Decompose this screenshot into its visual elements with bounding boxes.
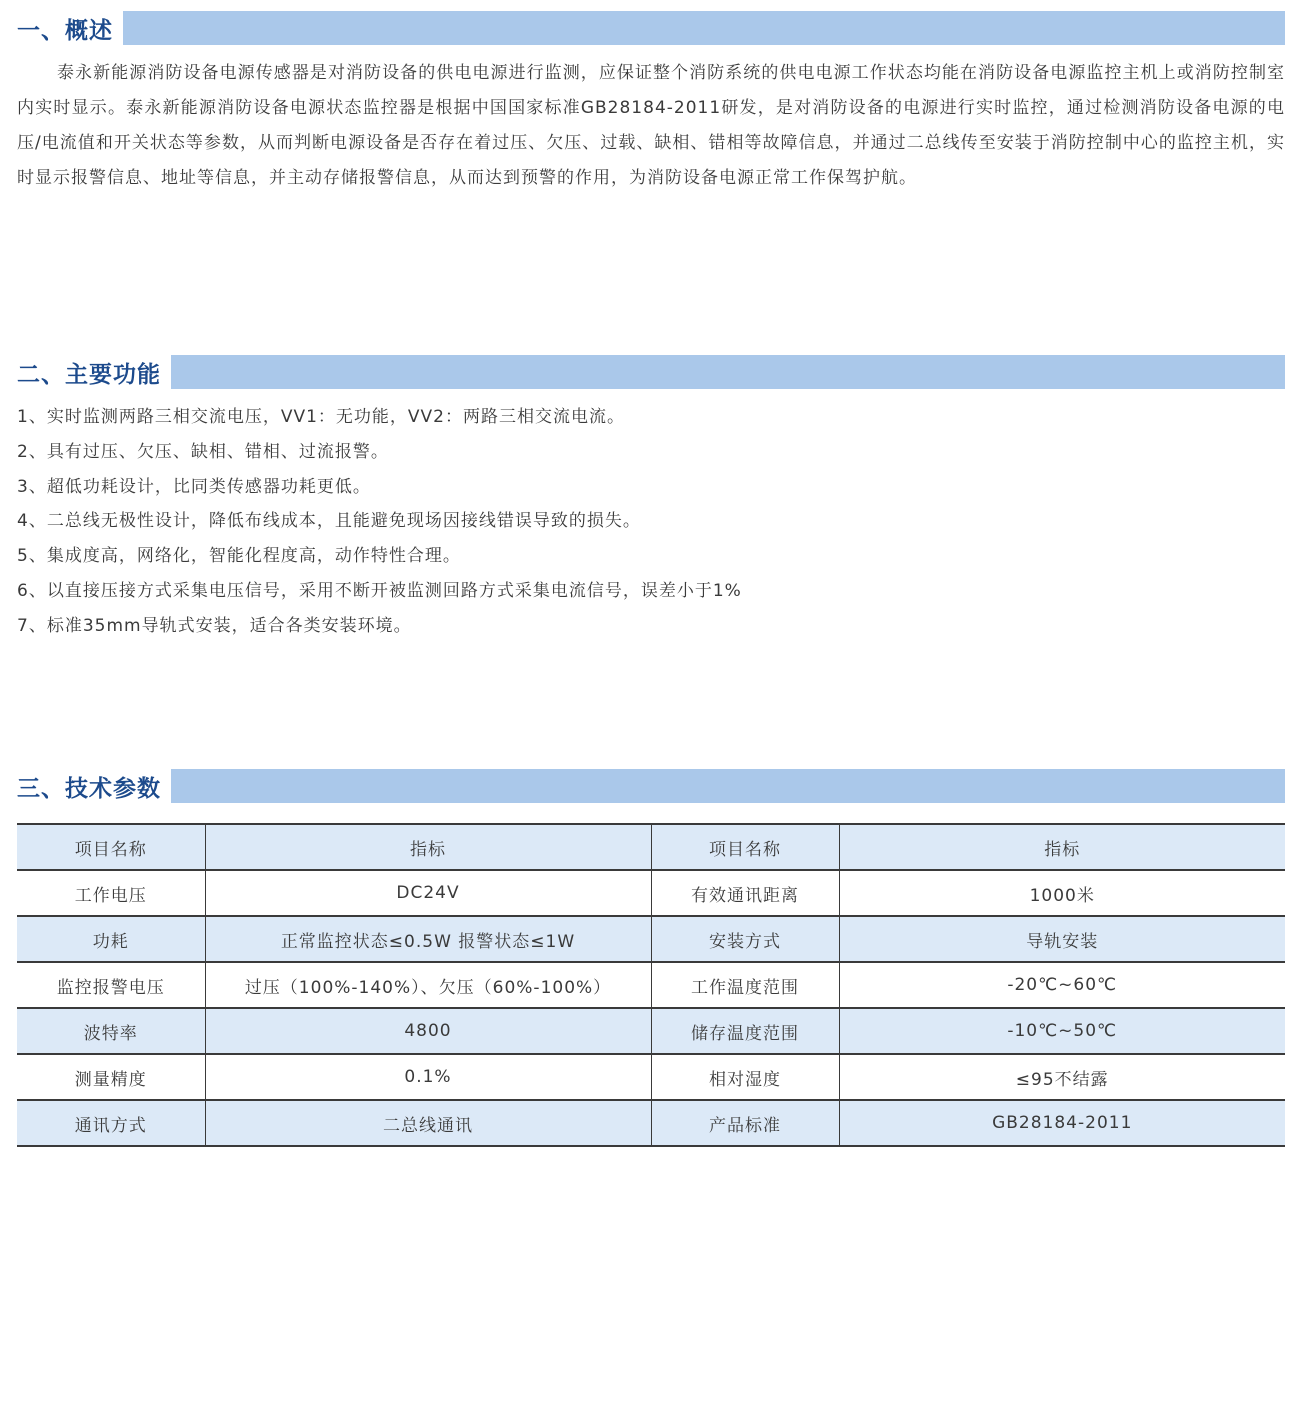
- table-cell: 通讯方式: [17, 1100, 205, 1146]
- table-cell: -10℃~50℃: [839, 1008, 1285, 1054]
- table-row: [17, 1008, 1285, 1054]
- overview-paragraph: [17, 56, 1285, 196]
- table-cell: GB28184-2011: [839, 1100, 1285, 1146]
- table-cell: 二总线通讯: [205, 1100, 651, 1146]
- table-cell: 0.1%: [205, 1054, 651, 1100]
- section-title-features: 二、主要功能: [17, 356, 171, 389]
- header-cell: 指标: [839, 824, 1285, 870]
- feature-item: 2、具有过压、欠压、缺相、错相、过流报警。: [17, 441, 389, 462]
- table-cell: 1000米: [839, 870, 1285, 916]
- features-list: [17, 400, 1285, 644]
- table-cell: 功耗: [17, 916, 205, 962]
- section-title-params: 三、技术参数: [17, 770, 171, 803]
- header-cell: 指标: [205, 824, 651, 870]
- table-cell: 正常监控状态≤0.5W 报警状态≤1W: [205, 916, 651, 962]
- section-title-overview: 一、概述: [17, 12, 123, 45]
- table-cell: 导轨安装: [839, 916, 1285, 962]
- params-table: [17, 823, 1285, 1147]
- table-row: [17, 916, 1285, 962]
- table-header-row: [17, 824, 1285, 870]
- section-bar: [171, 769, 1285, 803]
- table-cell: 测量精度: [17, 1054, 205, 1100]
- table-cell: 监控报警电压: [17, 962, 205, 1008]
- table-cell: 相对湿度: [651, 1054, 839, 1100]
- table-row: [17, 1054, 1285, 1100]
- table-cell: 工作温度范围: [651, 962, 839, 1008]
- section-header-features: [17, 355, 1285, 389]
- table-row: [17, 1100, 1285, 1146]
- section-header-params: [17, 769, 1285, 803]
- table-cell: 安装方式: [651, 916, 839, 962]
- feature-item: 1、实时监测两路三相交流电压，VV1：无功能，VV2：两路三相交流电流。: [17, 407, 625, 427]
- table-row: [17, 870, 1285, 916]
- table-cell: ≤95不结露: [839, 1054, 1285, 1100]
- table-cell: DC24V: [205, 870, 651, 916]
- header-cell: 项目名称: [17, 824, 205, 870]
- section-bar: [171, 355, 1285, 389]
- header-cell: 项目名称: [651, 824, 839, 870]
- feature-item: 6、以直接压接方式采集电压信号，采用不断开被监测回路方式采集电流信号，误差小于1%: [17, 580, 742, 601]
- table-cell: 产品标准: [651, 1100, 839, 1146]
- feature-item: 3、超低功耗设计，比同类传感器功耗更低。: [17, 476, 371, 497]
- table-cell: 波特率: [17, 1008, 205, 1054]
- table-row: [17, 962, 1285, 1008]
- feature-item: 7、标准35mm导轨式安装，适合各类安装环境。: [17, 615, 412, 636]
- table-cell: 有效通讯距离: [651, 870, 839, 916]
- feature-item: 4、二总线无极性设计，降低布线成本，且能避免现场因接线错误导致的损失。: [17, 511, 641, 532]
- table-cell: 过压（100%-140%）、欠压（60%-100%）: [205, 962, 651, 1008]
- section-header-overview: [17, 11, 1285, 45]
- table-cell: 4800: [205, 1008, 651, 1054]
- table-cell: -20℃~60℃: [839, 962, 1285, 1008]
- table-cell: 工作电压: [17, 870, 205, 916]
- section-bar: [123, 11, 1285, 45]
- table-cell: 储存温度范围: [651, 1008, 839, 1054]
- overview-text: 泰永新能源消防设备电源传感器是对消防设备的供电电源进行监测，应保证整个消防系统的供电电源工作状态均能在消防设备电源监控主机上或消防控制室内实时显示。泰永新能源消防设备电源状态监控器是根据中国国家标准GB28184-2011研发，是对消防设备的电源进行实时监控，通过检测消防设备电源的电压/电流值和开关状态等参数，从而判断电源设备是否存在着过压、欠压、过载、缺相、错相等故障信息，并通过二总线传至安装于消防控制中心的监控主机，实时显示报警信息、地址等信息，并主动存储报警信息，从而达到预警的作用，为消防设备电源正常工作保驾护航。: [17, 63, 1285, 188]
- feature-item: 5、集成度高，网络化，智能化程度高，动作特性合理。: [17, 546, 461, 567]
